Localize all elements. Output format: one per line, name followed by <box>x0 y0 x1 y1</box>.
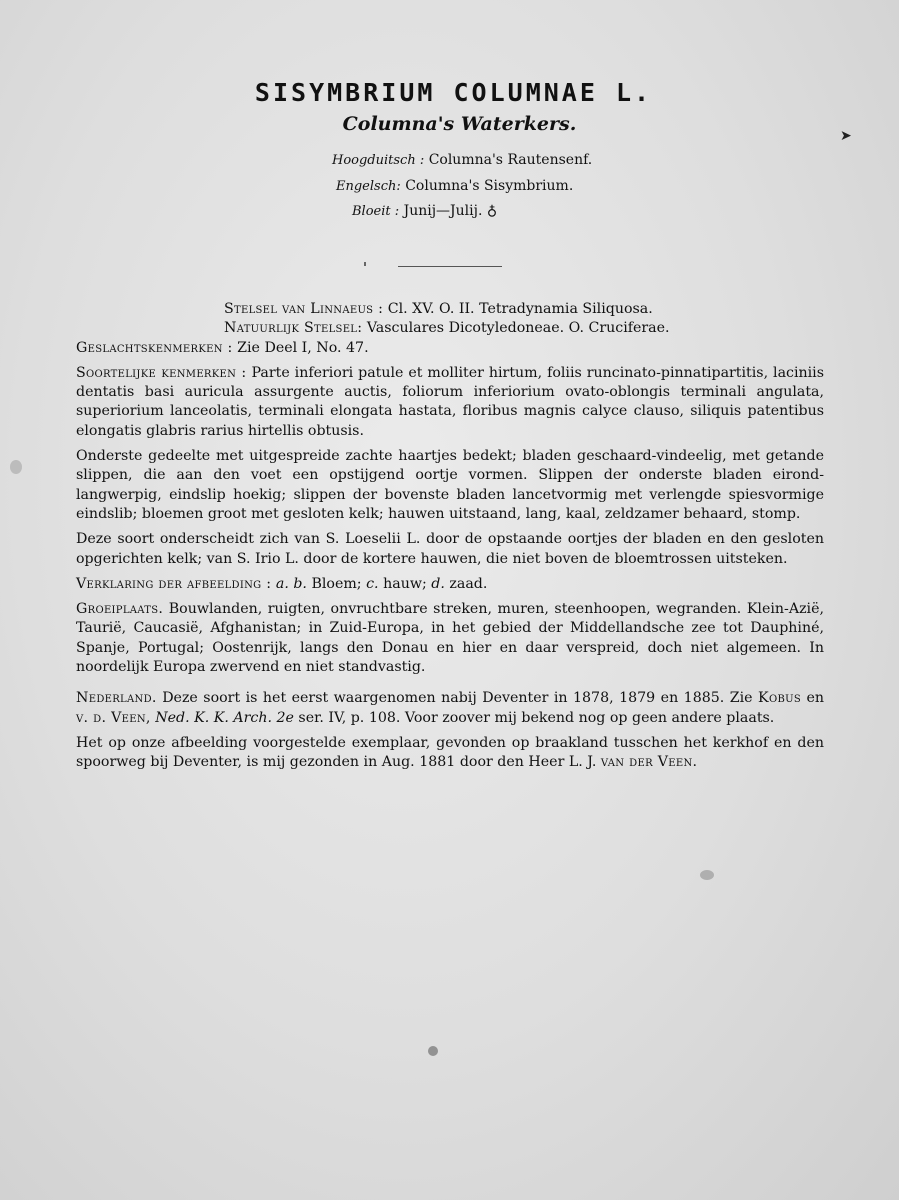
legend-text: Bloem; <box>311 575 362 592</box>
page-header <box>0 78 899 135</box>
species-latin-text: Parte inferiori patule et molliter hirtum, foliis runcinato-pinnatipartitis, laciniis dentatis basi auricula assurgente auctis, foliorum inferiorium ovato-oblongis terminali angulata, superiorium lanceolatis, terminali elongata hastata, floribus magnis calyce clauso, siliquis patentibus elongatis glabris rarius hirtellis obtusis. <box>76 364 824 439</box>
flowering-label: Bloeit : <box>352 204 400 219</box>
netherlands-text: en <box>806 690 825 707</box>
english-label: Engelsch: <box>336 179 401 194</box>
linnaeus-text: Cl. XV. O. II. Tetradynamia Siliquosa. <box>387 301 653 317</box>
netherlands-text: ser. IV, p. 108. Voor zoover mij bekend nog op geen andere plaats. <box>298 709 775 726</box>
margin-mark-icon: ➤ <box>840 128 852 144</box>
species-characters <box>76 364 824 441</box>
paper-spot <box>700 870 714 880</box>
english-name-line <box>336 178 573 194</box>
genus-line <box>76 339 824 358</box>
netherlands-label: Nederland. <box>76 690 157 707</box>
specimen-text: Het op onze afbeelding voorgestelde exemplaar, gevonden op braakland tusschen het kerkhof en den spoorweg bij Deventer, is mij gezonden in Aug. 1881 door den Heer L. J. <box>76 734 824 771</box>
genus-text: Zie Deel I, No. 47. <box>237 339 369 356</box>
separator-rule <box>398 266 502 267</box>
habitat-text: Bouwlanden, ruigten, onvruchtbare streken, muren, steenhoopen, wegranden. Klein-Azië, Taurië, Caucasië, Afghanistan; in Zuid-Europa, in het gebied der Middellandsche zee tot Dauphiné, Spanje, Portugal; Oostenrijk, langs den Donau en hier en daar verspreid, doch niet algemeen. In noordelijk Europa zwervend en niet standvastig. <box>76 601 824 676</box>
dutch-description: Onderste gedeelte met uitgespreide zachte haartjes bedekt; bladen geschaard-vindeelig, met getande slippen, die aan den voet een opstijgend oortje vormen. Slippen der onderste bladen eirond-langwerpig, eindslip hoekig; slippen der bovenste bladen lancetvormig met verlengde spiesvormige eindslib; bloemen groot met gesloten kelk; hauwen uitstaand, lang, kaal, zeldzamer behaard, stomp. <box>76 448 824 522</box>
common-name: Columna's Waterkers. <box>342 113 577 135</box>
german-label: Hoogduitsch : <box>332 153 425 168</box>
linnaeus-label: Stelsel van Linnaeus : <box>224 301 384 317</box>
flowering-line <box>352 203 497 219</box>
german-name: Columna's Rautensenf. <box>428 152 593 168</box>
figure-legend <box>76 575 824 594</box>
genus-label: Geslachtskenmerken : <box>76 339 233 356</box>
specimen-paragraph <box>76 734 824 773</box>
description-body <box>76 300 824 773</box>
habitat-paragraph <box>76 600 824 677</box>
page-title: SISYMBRIUM COLUMNAE L. <box>254 78 653 107</box>
author-name: Kobus <box>758 690 801 707</box>
english-name: Columna's Sisymbrium. <box>405 178 574 194</box>
german-name-line <box>332 152 592 168</box>
flowering-period: Junij—Julij. ♁ <box>403 203 498 219</box>
collector-name: van der Veen. <box>600 754 698 771</box>
netherlands-paragraph <box>76 689 824 728</box>
paper-spot <box>10 460 22 474</box>
legend-text: zaad. <box>449 575 488 592</box>
reference: Ned. K. K. Arch. 2e <box>155 709 294 726</box>
netherlands-text: Deze soort is het eerst waargenomen nabij Deventer in 1878, 1879 en 1885. Zie <box>162 690 753 707</box>
legend-text: hauw; <box>383 575 427 592</box>
natural-system-text: Vasculares Dicotyledoneae. O. Cruciferae. <box>366 320 670 337</box>
figure-legend-label: Verklaring der afbeelding : <box>76 575 272 592</box>
legend-key: a. b. <box>275 575 307 592</box>
comparison-paragraph: Deze soort onderscheidt zich van S. Loeselii L. door de opstaande oortjes der bladen en den gesloten opgerichten kelk; van S. Irio L. door de kortere hauwen, die niet boven de bloemtrossen uitsteken. <box>76 531 824 567</box>
natural-system-line <box>76 319 824 338</box>
paper-spot <box>428 1046 438 1056</box>
legend-key: d. <box>431 575 445 592</box>
linnaeus-line <box>76 300 824 319</box>
natural-system-label: Natuurlijk Stelsel: <box>224 320 363 337</box>
ornament-tick <box>364 262 366 266</box>
habitat-label: Groeiplaats. <box>76 601 164 618</box>
legend-key: c. <box>366 575 379 592</box>
author-name: v. d. Veen, <box>76 709 151 726</box>
species-label: Soortelijke kenmerken : <box>76 364 247 381</box>
